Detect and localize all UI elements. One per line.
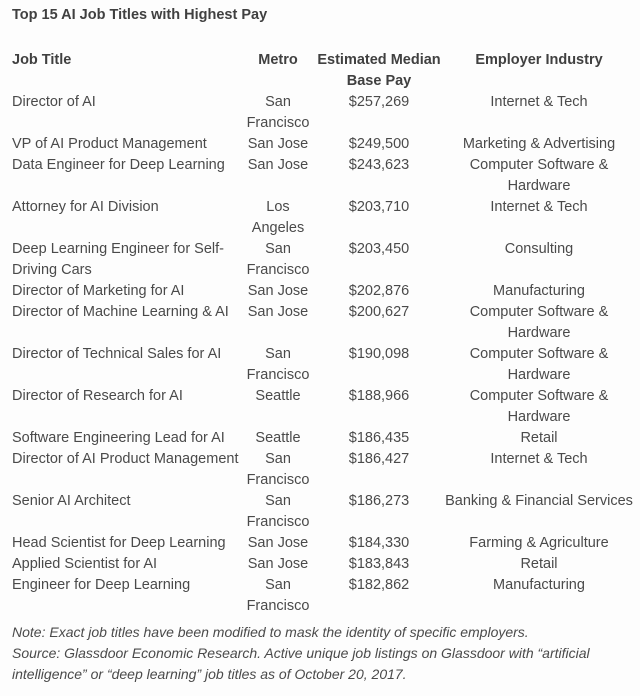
cell-metro: San Jose [247,304,309,320]
cell-industry: Retail [520,430,558,446]
footnote [12,622,632,685]
table-row [12,281,634,302]
table-row [12,134,634,155]
cell-industry: Computer Software & Hardware [469,346,609,383]
cell-industry: Manufacturing [493,577,585,593]
cell-pay: $186,273 [348,493,410,509]
header-pay: Estimated Median Base Pay [317,52,441,89]
cell-metro: San Francisco [246,577,310,614]
cell-industry: Retail [520,556,558,572]
cell-metro: San Jose [247,283,309,299]
cell-pay: $183,843 [348,556,410,572]
table-row [12,92,634,134]
table-body [12,92,634,617]
cell-metro: San Jose [247,556,309,572]
cell-industry: Marketing & Advertising [462,136,616,152]
footnote-note: Note: Exact job titles have been modified to mask the identity of specific employers. [12,624,529,640]
cell-job-title: Director of Research for AI [12,388,183,404]
cell-metro: San Jose [247,157,309,173]
cell-industry: Manufacturing [493,283,585,299]
cell-metro: San Francisco [246,94,310,131]
cell-pay: $249,500 [348,136,410,152]
cell-job-title: Data Engineer for Deep Learning [12,157,225,173]
ai-jobs-table [12,50,634,617]
cell-pay: $182,862 [348,577,410,593]
table-row [12,302,634,344]
cell-metro: Seattle [255,430,301,446]
cell-industry: Computer Software & Hardware [469,157,609,194]
cell-job-title: Director of Marketing for AI [12,283,185,299]
cell-metro: San Francisco [246,493,310,530]
cell-job-title: VP of AI Product Management [12,136,207,152]
header-metro: Metro [258,52,298,68]
table-row [12,386,634,428]
header-industry: Employer Industry [475,52,603,68]
cell-industry: Computer Software & Hardware [469,304,609,341]
cell-pay: $188,966 [348,388,410,404]
table-header-row [12,50,634,92]
footnote-source: Source: Glassdoor Economic Research. Active unique job listings on Glassdoor with “artificial intelligence” or “deep learning” job titles as of October 20, 2017. [12,645,590,682]
cell-metro: San Francisco [246,346,310,383]
cell-job-title: Director of AI Product Management [12,451,239,467]
cell-job-title: Deep Learning Engineer for Self-Driving Cars [12,241,224,278]
cell-pay: $184,330 [348,535,410,551]
table-row [12,428,634,449]
cell-pay: $203,710 [348,199,410,215]
cell-job-title: Senior AI Architect [12,493,131,509]
cell-metro: San Jose [247,136,309,152]
cell-pay: $203,450 [348,241,410,257]
table-row [12,239,634,281]
cell-metro: Seattle [255,388,301,404]
cell-job-title: Applied Scientist for AI [12,556,158,572]
cell-pay: $190,098 [348,346,410,362]
table-row [12,155,634,197]
table-row [12,344,634,386]
cell-industry: Internet & Tech [490,451,588,467]
cell-metro: San Francisco [246,241,310,278]
cell-industry: Banking & Financial Services [445,493,633,509]
header-job-title: Job Title [12,52,72,68]
cell-job-title: Director of Machine Learning & AI [12,304,229,320]
cell-pay: $200,627 [348,304,410,320]
cell-pay: $243,623 [348,157,410,173]
cell-pay: $202,876 [348,283,410,299]
cell-pay: $186,427 [348,451,410,467]
cell-industry: Consulting [504,241,574,257]
cell-industry: Farming & Agriculture [469,535,609,551]
table-title: Top 15 AI Job Titles with Highest Pay [12,7,268,23]
cell-job-title: Director of AI [12,94,96,110]
cell-industry: Computer Software & Hardware [469,388,609,425]
table-row [12,197,634,239]
cell-industry: Internet & Tech [490,199,588,215]
cell-job-title: Attorney for AI Division [12,199,159,215]
table-row [12,449,634,491]
cell-job-title: Software Engineering Lead for AI [12,430,225,446]
table-row [12,533,634,554]
cell-job-title: Head Scientist for Deep Learning [12,535,226,551]
table-row [12,491,634,533]
table-row [12,554,634,575]
cell-metro: Los Angeles [251,199,305,236]
cell-job-title: Engineer for Deep Learning [12,577,191,593]
cell-pay: $257,269 [348,94,410,110]
cell-job-title: Director of Technical Sales for AI [12,346,222,362]
cell-metro: San Jose [247,535,309,551]
cell-industry: Internet & Tech [490,94,588,110]
cell-pay: $186,435 [348,430,410,446]
table-row [12,575,634,617]
cell-metro: San Francisco [246,451,310,488]
